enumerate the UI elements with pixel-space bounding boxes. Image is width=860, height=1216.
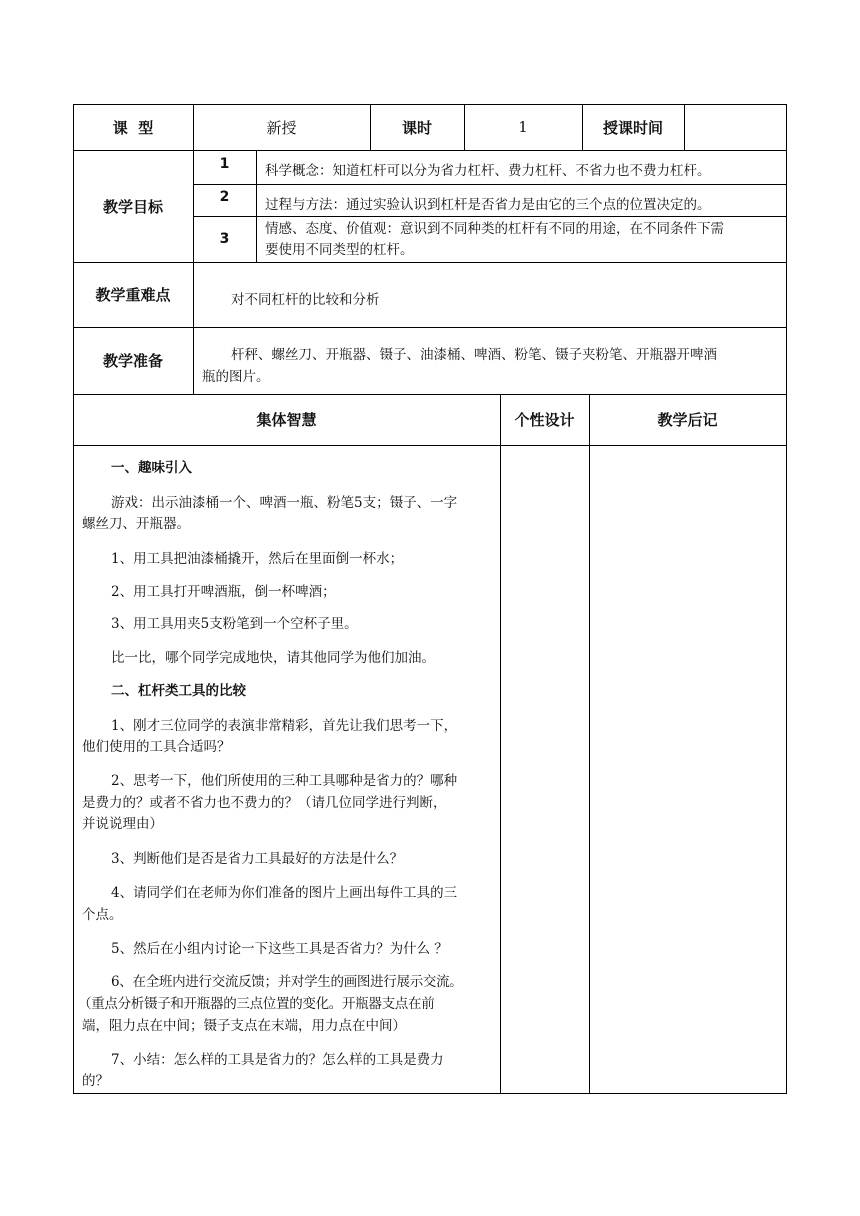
period-label: 课时 bbox=[401, 118, 432, 137]
bottom-col-line-2 bbox=[589, 394, 590, 1094]
objectives-label: 教学目标 bbox=[102, 197, 163, 216]
question-2-line1: 2、思考一下，他们所使用的三种工具哪种是省力的？哪种 bbox=[111, 773, 458, 789]
key-points-text: 对不同杠杆的比较和分析 bbox=[231, 292, 380, 308]
bottom-col-line-1 bbox=[500, 394, 501, 1094]
row-line-5 bbox=[73, 445, 787, 446]
question-7-line2: 的？ bbox=[82, 1073, 109, 1089]
table-border-right bbox=[786, 104, 787, 1094]
obj-num-col-line bbox=[256, 150, 257, 263]
objective-3-num: 3 bbox=[219, 231, 230, 247]
preparation-line1: 杆秤、螺丝刀、开瓶器、镊子、油漆桶、啤酒、粉笔、镊子夹粉笔、开瓶器开啤酒 bbox=[231, 347, 717, 363]
para-step-1: 1、用工具把油漆桶撬开，然后在里面倒一杯水； bbox=[111, 551, 404, 567]
question-2-line3: 并说说理由） bbox=[82, 816, 163, 832]
objective-1-num: 1 bbox=[219, 156, 230, 172]
obj-line-2 bbox=[193, 216, 787, 217]
para-game-line1: 游戏：出示油漆桶一个、啤酒一瓶、粉笔5支；镊子、一字 bbox=[111, 495, 458, 511]
question-6-line2: （重点分析镊子和开瓶器的三点位置的变化。开瓶器支点在前 bbox=[78, 996, 435, 1012]
question-6-line1: 6、在全班内进行交流反馈；并对学生的画图进行展示交流。 bbox=[111, 974, 463, 990]
question-4-line2: 个点。 bbox=[82, 907, 123, 923]
para-step-2: 2、用工具打开啤酒瓶，倒一杯啤酒； bbox=[111, 584, 336, 600]
table-border-bottom bbox=[73, 1093, 787, 1094]
para-step-3: 3、用工具用夹5支粉笔到一个空杯子里。 bbox=[111, 616, 358, 632]
obj-line-1 bbox=[193, 184, 787, 185]
question-5: 5、然后在小组内讨论一下这些工具是否省力？为什么 ？ bbox=[111, 941, 448, 957]
objective-3-text-line1: 情感、态度、价值观：意识到不同种类的杠杆有不同的用途，在不同条件下需 bbox=[265, 221, 724, 237]
time-value bbox=[684, 104, 786, 150]
section-2-title: 二、杠杆类工具的比较 bbox=[111, 683, 246, 699]
objective-3-text-line2: 要使用不同类型的杠杆。 bbox=[265, 242, 414, 258]
question-1-line2: 他们使用的工具合适吗？ bbox=[82, 739, 231, 755]
key-points-label: 教学重难点 bbox=[95, 286, 171, 304]
objective-2-text: 过程与方法：通过实验认识到杠杆是否省力是由它的三个点的位置决定的。 bbox=[265, 197, 711, 213]
objective-2-num: 2 bbox=[219, 189, 230, 205]
column-header-notes: 教学后记 bbox=[657, 411, 718, 429]
question-1-line1: 1、刚才三位同学的表演非常精彩，首先让我们思考一下， bbox=[111, 718, 458, 734]
period-value: 1 bbox=[518, 118, 528, 136]
question-3: 3、判断他们是否是省力工具最好的方法是什么？ bbox=[111, 851, 404, 867]
question-4-line1: 4、请同学们在老师为你们准备的图片上画出每件工具的三 bbox=[111, 885, 458, 901]
column-header-collective: 集体智慧 bbox=[256, 411, 317, 429]
preparation-line2: 瓶的图片。 bbox=[202, 369, 270, 385]
lesson-type-value: 新授 bbox=[266, 118, 297, 137]
question-7-line1: 7、小结：怎么样的工具是省力的？怎么样的工具是费力 bbox=[111, 1052, 444, 1068]
para-compare: 比一比，哪个同学完成地快，请其他同学为他们加油。 bbox=[111, 650, 435, 666]
preparation-label: 教学准备 bbox=[102, 352, 163, 370]
para-game-line2: 螺丝刀、开瓶器。 bbox=[82, 516, 190, 532]
time-label: 授课时间 bbox=[602, 118, 663, 137]
question-6-line3: 端，阻力点在中间；镊子支点在末端，用力点在中间） bbox=[82, 1018, 406, 1034]
question-2-line2: 是费力的？或者不省力也不费力的？（请几位同学进行判断， bbox=[82, 795, 447, 811]
column-header-personal: 个性设计 bbox=[514, 411, 575, 429]
objective-1-text: 科学概念：知道杠杆可以分为省力杠杆、费力杠杆、不省力也不费力杠杆。 bbox=[265, 163, 711, 179]
lesson-type-label: 课 型 bbox=[112, 118, 154, 137]
section-1-title: 一、趣味引入 bbox=[111, 460, 192, 476]
